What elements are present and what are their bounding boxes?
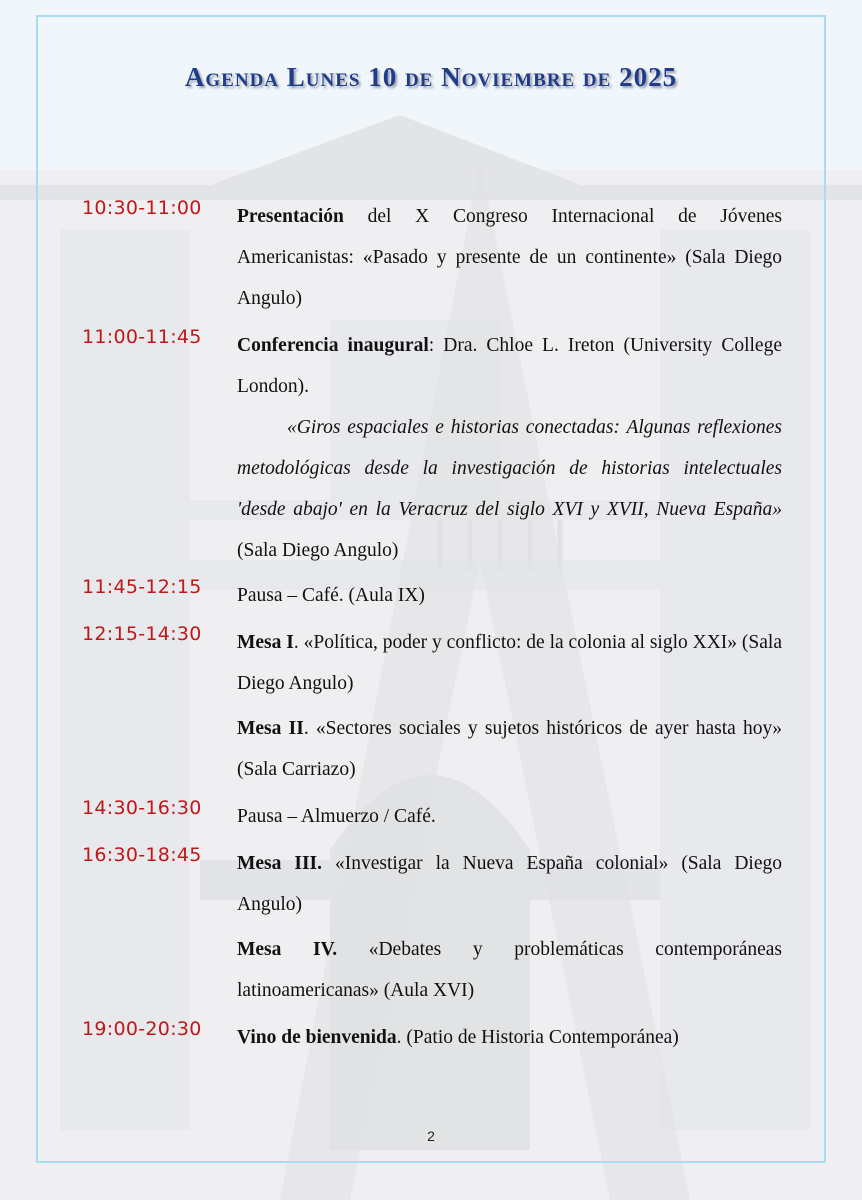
page-number: 2 [427, 1128, 435, 1144]
agenda-time: 11:00-11:45 [82, 326, 202, 348]
agenda-time: 16:30-18:45 [82, 844, 202, 866]
agenda-item [82, 575, 782, 616]
agenda-time: 12:15-14:30 [82, 623, 202, 645]
agenda-bold-label: Mesa IV. [237, 939, 338, 960]
agenda-item [82, 196, 782, 319]
agenda-text: : Dra. Chloe L. Ireton (University College London). [237, 335, 782, 397]
agenda-time: 19:00-20:30 [82, 1018, 202, 1040]
agenda-description [237, 843, 782, 925]
agenda-bold-label: Mesa III. [237, 853, 322, 874]
agenda-sub-description [237, 708, 782, 790]
agenda-time: 14:30-16:30 [82, 797, 202, 819]
agenda-item [82, 796, 782, 837]
agenda-bold-label: Mesa II [237, 718, 304, 739]
agenda-description [237, 325, 782, 571]
agenda-text: . «Política, poder y conflicto: de la colonia al siglo XXI» (Sala Diego Angulo) [237, 632, 782, 694]
agenda-text: del X Congreso Internacional de Jóvenes Americanistas: «Pasado y presente de un continente» (Sala Diego Angulo) [237, 206, 782, 309]
agenda-time: 10:30-11:00 [82, 197, 202, 219]
agenda-bold-label: Mesa I [237, 632, 294, 653]
agenda-title: Agenda Lunes 10 de Noviembre de 2025 [184, 62, 678, 92]
lecture-location: (Sala Diego Angulo) [237, 540, 399, 561]
agenda-text: «Investigar la Nueva España colonial» (Sala Diego Angulo) [237, 853, 782, 915]
agenda-bold-label: Conferencia inaugural [237, 335, 429, 356]
agenda-item [82, 325, 782, 571]
agenda-time: 11:45-12:15 [82, 576, 202, 598]
lecture-title-text: «Giros espaciales e historias conectadas: Algunas reflexiones metodológicas desde la investigación de historias intelectuales 'desde abajo' en la Veracruz del siglo XVI y XVII, Nueva España» [237, 417, 782, 520]
agenda-sub-description [237, 929, 782, 1011]
agenda-text: «Debates y problemáticas contemporáneas latinoamericanas» (Aula XVI) [237, 939, 782, 1001]
agenda-lecture-title [237, 407, 782, 571]
agenda-text: . «Sectores sociales y sujetos históricos de ayer hasta hoy» (Sala Carriazo) [237, 718, 783, 780]
agenda-item [82, 843, 782, 1011]
agenda-bold-label: Presentación [237, 206, 344, 227]
agenda-description [237, 196, 782, 319]
agenda-description: Pausa – Café. (Aula IX) [237, 585, 425, 606]
agenda-description [237, 1017, 782, 1058]
agenda-description: Pausa – Almuerzo / Café. [237, 806, 436, 827]
agenda-description [237, 622, 782, 704]
agenda-bold-label: Vino de bienvenida [237, 1027, 397, 1048]
agenda-item [82, 1017, 782, 1058]
agenda-item [82, 622, 782, 790]
agenda-text: . (Patio de Historia Contemporánea) [396, 1027, 679, 1048]
agenda-list [82, 196, 782, 1058]
